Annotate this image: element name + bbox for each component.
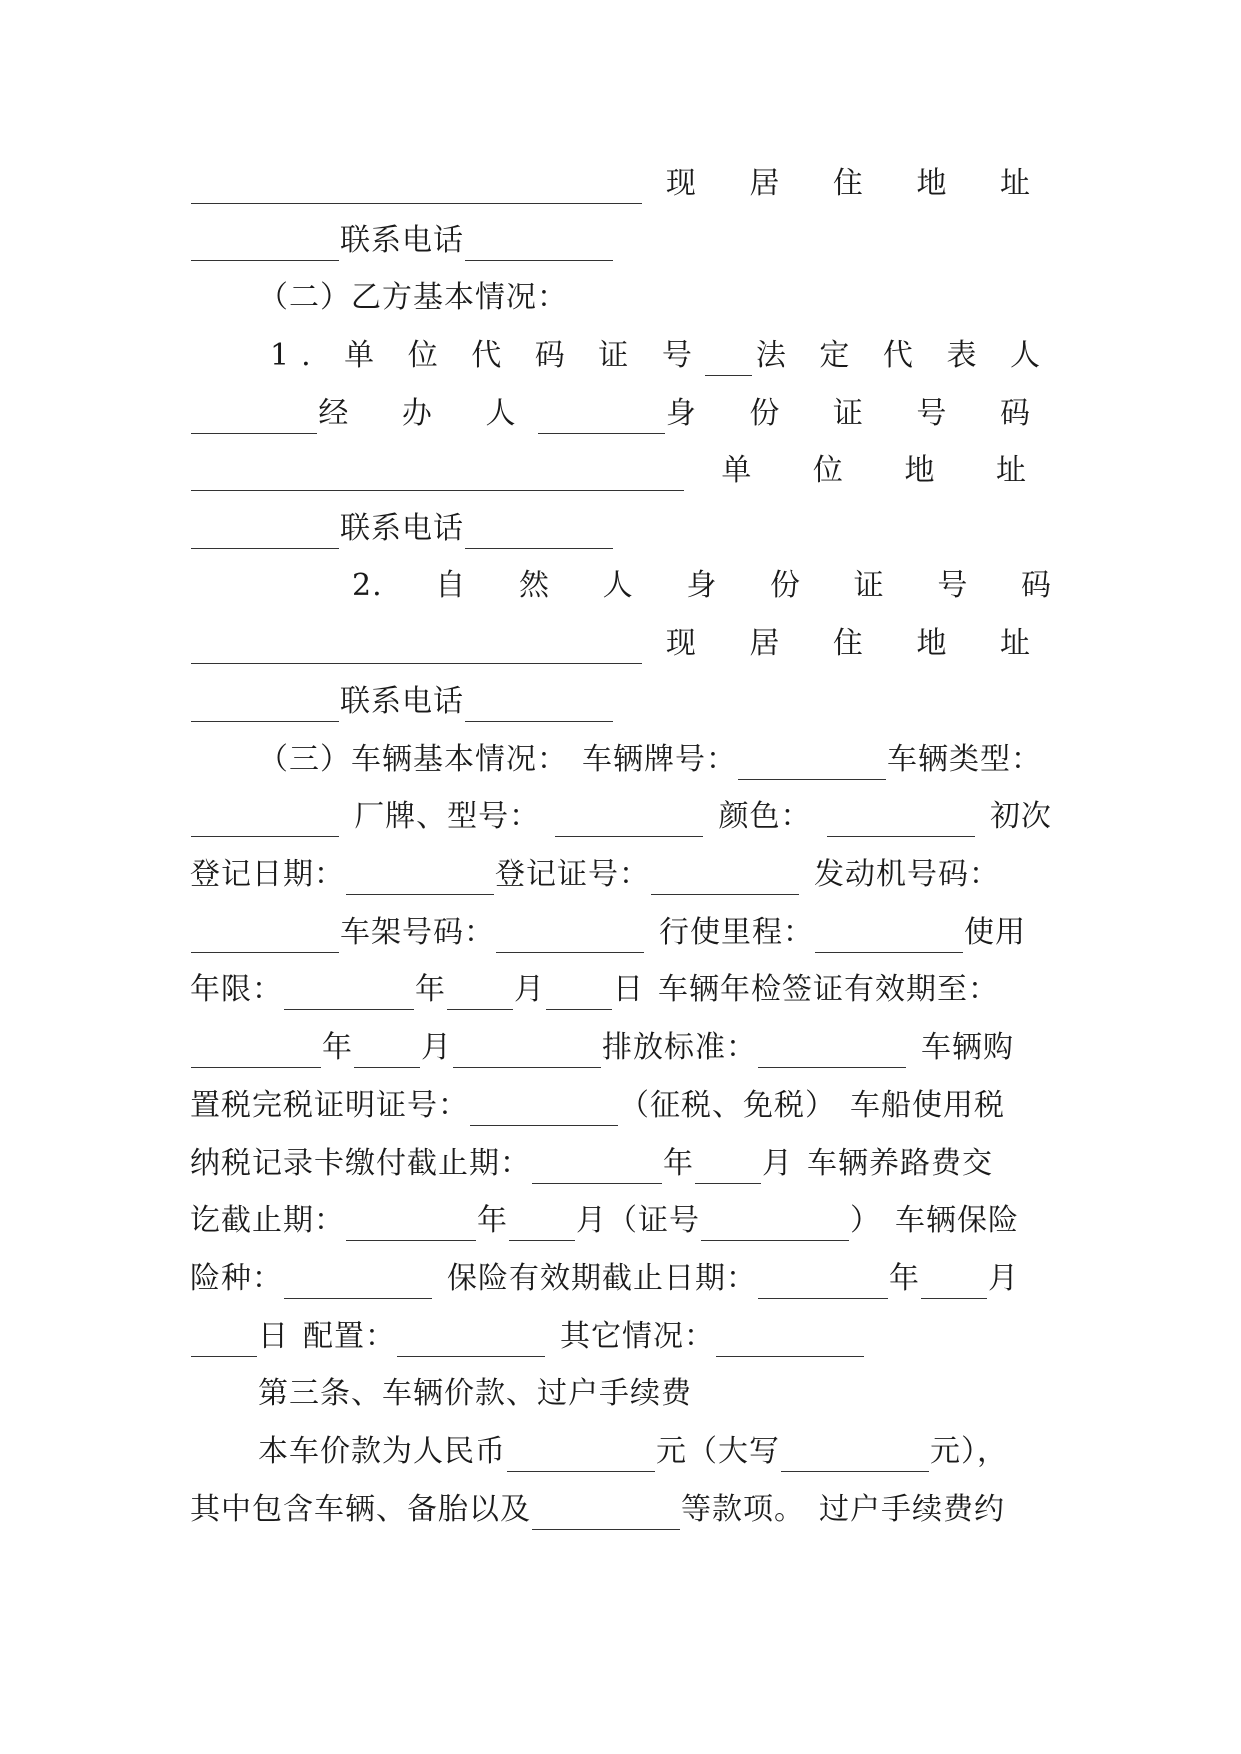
blank-field[interactable] <box>921 1268 987 1299</box>
text-frame-no: 车架号码： <box>340 915 495 950</box>
text-brand-model: 厂牌、型号： <box>354 799 541 834</box>
text-tax-cert: 置税完税证明证号： <box>190 1088 469 1123</box>
doc-line-24 <box>190 1472 1052 1530</box>
text-day: 日 <box>613 972 644 1007</box>
blank-field[interactable] <box>191 922 339 953</box>
doc-line-23 <box>190 1414 1052 1472</box>
text-vehicle-type: 车辆类型： <box>887 742 1042 777</box>
text-char: 码 <box>1021 568 1052 603</box>
text-insurance: 车辆保险 <box>895 1203 1019 1238</box>
text-yuan-capital: 元（大写 <box>656 1434 780 1469</box>
blank-field[interactable] <box>465 691 613 722</box>
text-phone: 联系电话 <box>340 223 464 258</box>
text-org-address: 单 位 地 址 <box>721 453 1052 488</box>
blank-field[interactable] <box>532 1499 680 1530</box>
doc-line-21 <box>190 1299 1052 1357</box>
blank-field[interactable] <box>191 1037 321 1068</box>
text-month: 月 <box>988 1261 1019 1296</box>
text-id-number: 身 份 证 号 码 <box>665 396 1052 431</box>
blank-field[interactable] <box>701 1210 849 1241</box>
text-year: 年 <box>663 1146 694 1181</box>
blank-field[interactable] <box>496 922 644 953</box>
text-insurance-expiry: 保险有效期截止日期： <box>447 1261 757 1296</box>
doc-line-8 <box>190 548 1052 606</box>
text-color: 颜色： <box>718 799 812 834</box>
blank-field[interactable] <box>507 1441 655 1472</box>
article-3-heading: 第三条、车辆价款、过户手续费 <box>258 1376 692 1411</box>
text-engine-no: 发动机号码： <box>814 857 1000 892</box>
doc-line-12 <box>190 779 1052 837</box>
doc-line-10 <box>190 664 1052 722</box>
text-current-address: 现 居 住 地 址 <box>665 166 1052 201</box>
doc-line-17 <box>190 1068 1052 1126</box>
text-plate: 车辆牌号： <box>582 742 737 777</box>
doc-line-4 <box>190 318 1052 376</box>
text-inspection: 车辆年检签证有效期至： <box>658 972 999 1007</box>
text-transfer-fee: 过户手续费约 <box>819 1492 1005 1527</box>
doc-line-3 <box>190 260 1052 318</box>
doc-line-22 <box>190 1356 1052 1414</box>
blank-field[interactable] <box>346 864 494 895</box>
doc-line-2 <box>190 203 1052 261</box>
text-month: 月 <box>421 1030 452 1065</box>
text-org-code: 1. 单 位 代 码 证 号 <box>270 338 704 373</box>
text-insurance-type: 险种： <box>190 1261 283 1296</box>
blank-field[interactable] <box>781 1441 929 1472</box>
blank-field[interactable] <box>191 633 642 664</box>
blank-field[interactable] <box>758 1037 906 1068</box>
blank-field[interactable] <box>191 1326 257 1357</box>
text-year: 年 <box>477 1203 508 1238</box>
text-char: 身 <box>686 568 718 603</box>
text-includes: 其中包含车辆、备胎以及 <box>190 1492 531 1527</box>
blank-field[interactable] <box>397 1326 545 1357</box>
blank-field[interactable] <box>705 345 753 376</box>
text-config: 配置： <box>303 1319 396 1354</box>
text-char: 证 <box>853 568 885 603</box>
blank-field[interactable] <box>191 806 339 837</box>
text-tax-record: 纳税记录卡缴付截止期： <box>190 1146 531 1181</box>
text-day: 日 <box>258 1319 289 1354</box>
blank-field[interactable] <box>555 806 703 837</box>
text-char: 然 <box>518 568 550 603</box>
text-handler: 经 办 人 <box>318 396 538 431</box>
text-vessel-tax: 车船使用税 <box>850 1088 1005 1123</box>
text-years: 年限： <box>190 972 283 1007</box>
blank-field[interactable] <box>509 1210 575 1241</box>
blank-field[interactable] <box>538 403 664 434</box>
text-year: 年 <box>415 972 446 1007</box>
text-mileage: 行使里程： <box>659 915 814 950</box>
blank-field[interactable] <box>191 518 339 549</box>
text-current-address: 现 居 住 地 址 <box>665 626 1052 661</box>
doc-line-19 <box>190 1183 1052 1241</box>
doc-line-16 <box>190 1010 1052 1068</box>
blank-field[interactable] <box>758 1268 888 1299</box>
blank-field[interactable] <box>191 403 317 434</box>
doc-line-11 <box>190 722 1052 780</box>
doc-line-15 <box>190 952 1052 1010</box>
blank-field[interactable] <box>738 749 886 780</box>
doc-line-20 <box>190 1241 1052 1299</box>
section-vehicle-heading: （三）车辆基本情况： <box>258 742 568 777</box>
doc-line-13 <box>190 837 1052 895</box>
blank-field[interactable] <box>284 1268 432 1299</box>
blank-field[interactable] <box>191 230 339 261</box>
text-reg-cert: 登记证号： <box>495 857 650 892</box>
text-char: 自 <box>435 568 467 603</box>
doc-line-9 <box>190 606 1052 664</box>
text-reg-date: 登记日期： <box>190 857 345 892</box>
text-tax-type: （征税、免税） <box>619 1088 836 1123</box>
text-char: 份 <box>769 568 801 603</box>
text-month-cert: 月（证号 <box>576 1203 700 1238</box>
blank-field[interactable] <box>716 1326 864 1357</box>
doc-line-7 <box>190 491 1052 549</box>
blank-field[interactable] <box>827 806 975 837</box>
blank-field[interactable] <box>470 1095 618 1126</box>
section-party-b-heading: （二）乙方基本情况： <box>258 280 568 315</box>
text-legal-rep: 法 定 代 表 人 <box>755 338 1052 373</box>
blank-field[interactable] <box>532 1153 662 1184</box>
doc-line-18 <box>190 1126 1052 1184</box>
text-purchase: 车辆购 <box>921 1030 1014 1065</box>
text-phone: 联系电话 <box>340 684 464 719</box>
blank-field[interactable] <box>695 1153 761 1184</box>
blank-field[interactable] <box>191 691 339 722</box>
text-paren-close: ） <box>850 1203 881 1238</box>
text-yuan-close: 元）， <box>930 1434 1008 1469</box>
text-char: 人 <box>602 568 634 603</box>
text-char: 号 <box>937 568 969 603</box>
text-phone: 联系电话 <box>340 511 464 546</box>
blank-field[interactable] <box>453 1037 601 1068</box>
text-price: 本车价款为人民币 <box>258 1434 506 1469</box>
blank-field[interactable] <box>346 1210 476 1241</box>
blank-field[interactable] <box>546 979 612 1010</box>
doc-line-14 <box>190 895 1052 953</box>
text-use: 使用 <box>964 915 1026 950</box>
text-road-fee: 车辆养路费交 <box>807 1146 993 1181</box>
text-year: 年 <box>322 1030 353 1065</box>
text-emission: 排放标准： <box>602 1030 757 1065</box>
blank-field[interactable] <box>191 173 642 204</box>
text-first: 初次 <box>989 799 1052 834</box>
blank-field[interactable] <box>651 864 799 895</box>
blank-field[interactable] <box>354 1037 420 1068</box>
blank-field[interactable] <box>465 518 613 549</box>
text-other: 其它情况： <box>560 1319 715 1354</box>
blank-field[interactable] <box>191 460 684 491</box>
text-items: 等款项。 <box>681 1492 805 1527</box>
doc-line-5 <box>190 376 1052 434</box>
blank-field[interactable] <box>465 230 613 261</box>
text-expiry: 讫截止期： <box>190 1203 345 1238</box>
blank-field[interactable] <box>447 979 513 1010</box>
doc-line-1 <box>190 146 1052 204</box>
text-item-2: 2. <box>352 568 383 603</box>
text-year: 年 <box>889 1261 920 1296</box>
blank-field[interactable] <box>284 979 414 1010</box>
blank-field[interactable] <box>815 922 963 953</box>
text-month: 月 <box>762 1146 793 1181</box>
text-month: 月 <box>514 972 545 1007</box>
doc-line-6 <box>190 433 1052 491</box>
